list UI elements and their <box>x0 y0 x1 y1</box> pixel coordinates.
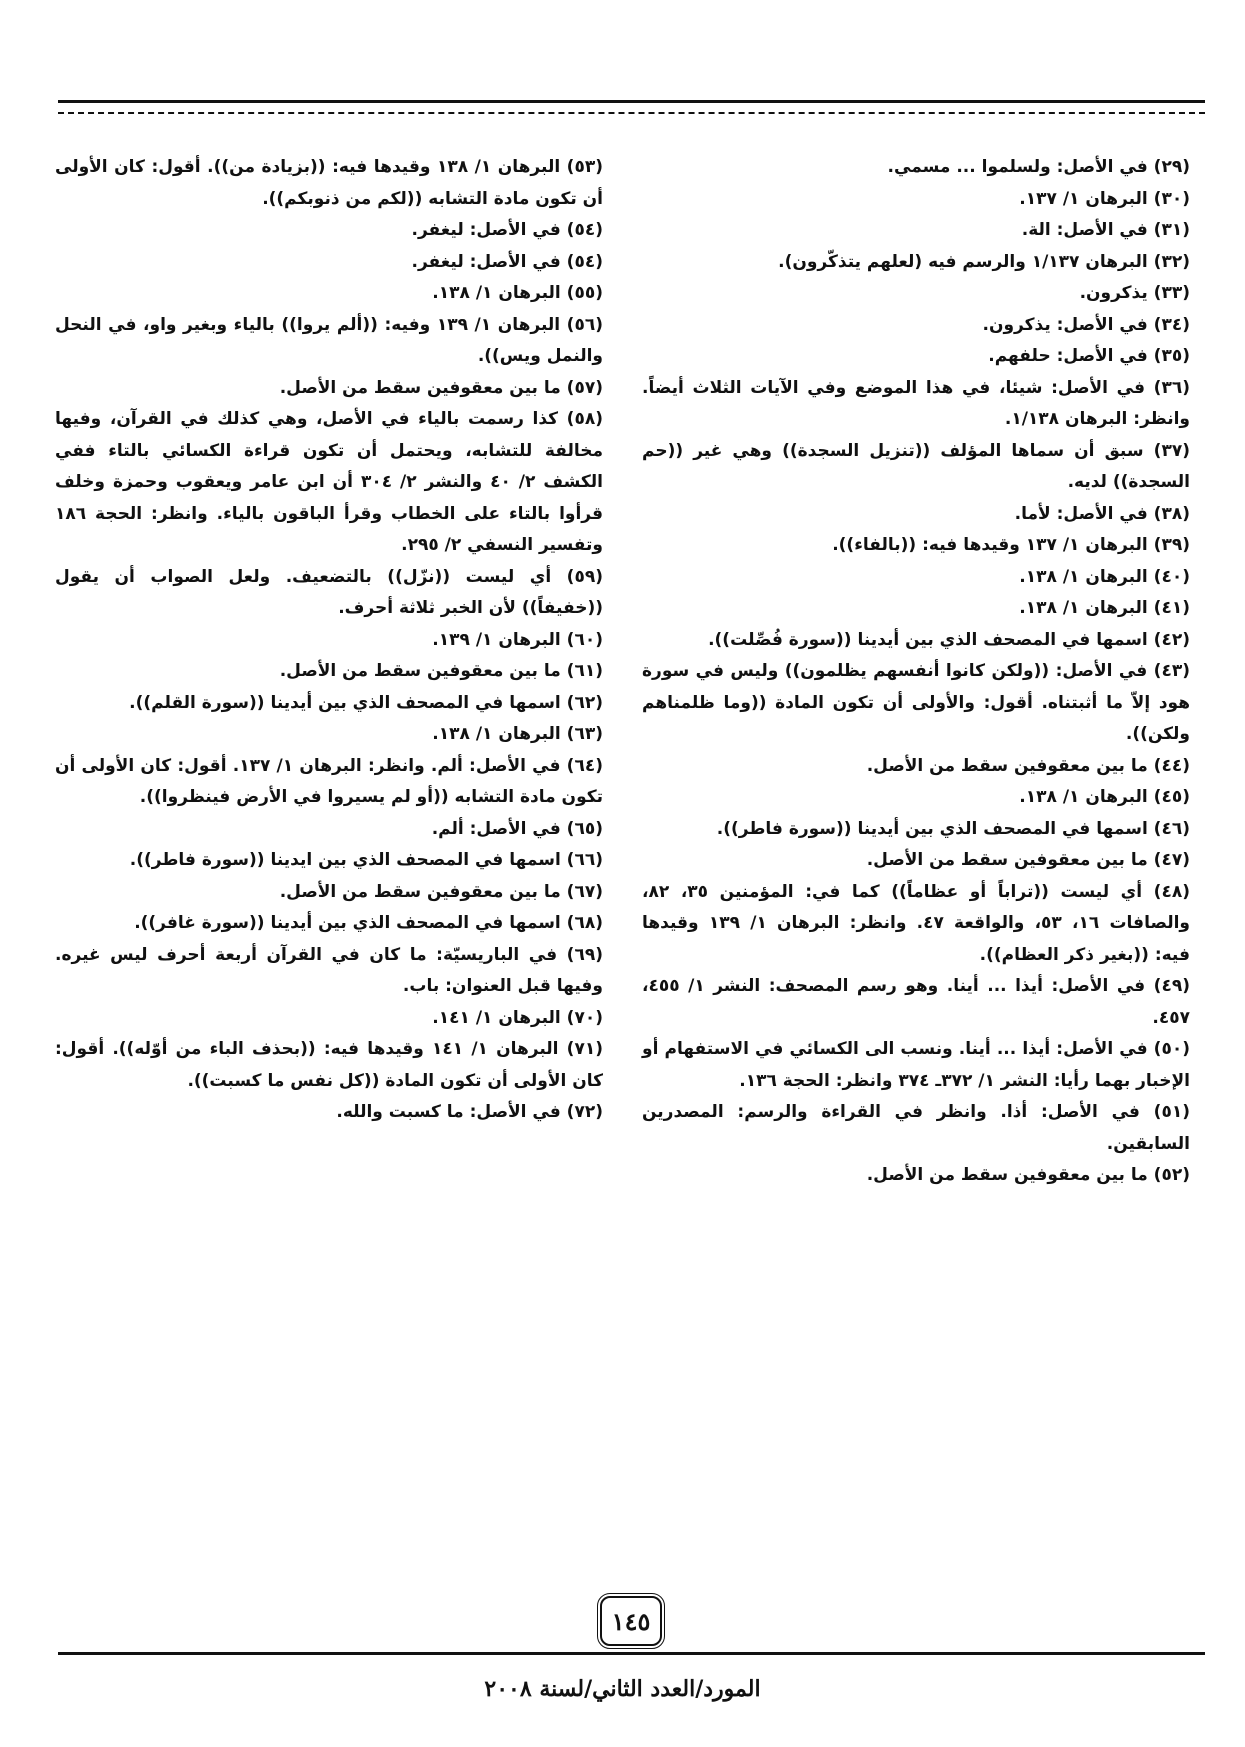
header-rule <box>58 100 1205 103</box>
footnote: (٦٣) البرهان ١/ ١٣٨. <box>432 724 603 744</box>
footnote: (٧١) البرهان ١/ ١٤١ وقيدها فيه: ((بحذف الباء من أوّله)). أقول: كان الأولى أن تكون المادة ((كل نفس ما كسبت)). <box>55 1039 603 1091</box>
footnote: (٤٦) اسمها في المصحف الذي بين أيدينا ((سورة فاطر)). <box>716 818 1190 839</box>
footnote: (٤٥) البرهان ١/ ١٣٨. <box>1019 787 1190 807</box>
left-column <box>55 152 603 1582</box>
footnote: (٦٧) ما بين معقوفين سقط من الأصل. <box>279 881 603 902</box>
footnote: (٦٩) في الباريسيّة: ما كان في القرآن أربعة أحرف ليس غيره. وفيها قبل العنوان: باب. <box>55 944 603 996</box>
footnote: (٤٩) في الأصل: أيذا ... أينا. وهو رسم المصحف: النشر ١/ ٤٥٥، ٤٥٧. <box>642 976 1190 1028</box>
footnote: (٦٢) اسمها في المصحف الذي بين أيدينا ((سورة القلم)). <box>129 692 603 713</box>
footnote: (٥٨) كذا رسمت بالياء في الأصل، وهي كذلك في القرآن، وفيها مخالفة للتشابه، ويحتمل أن تكون قراءة الكسائي بالتاء ففي الكشف ٢/ ٤٠ والنشر ٢/ ٣٠٤ أن ابن عامر ويعقوب وحمزة وخلف قرأوا بالتاء على الخطاب وقرأ الباقون بالياء. وانظر: الحجة ١٨٦ وتفسير النسفي ٢/ ٢٩٥. <box>55 409 603 555</box>
footnote: (٤٤) ما بين معقوفين سقط من الأصل. <box>866 755 1190 776</box>
footnote: (٣١) في الأصل: الة. <box>1021 220 1190 240</box>
footnote: (٢٩) في الأصل: ولسلموا ... مسمي. <box>887 157 1190 177</box>
footnote: (٦٤) في الأصل: ألم. وانظر: البرهان ١/ ١٣٧. أقول: كان الأولى أن تكون مادة التشابه ((أو لم يسيروا في الأرض فينظروا)). <box>55 755 603 807</box>
footer-rule <box>58 1652 1205 1655</box>
page-number: ١٤٥ <box>600 1596 662 1646</box>
footnote: (٣٧) سبق أن سماها المؤلف ((تنزيل السجدة)) وهي غير ((حم السجدة)) لديه. <box>642 440 1190 492</box>
footnote: (٣٣) يذكرون. <box>1079 283 1190 303</box>
footnote: (٤٠) البرهان ١/ ١٣٨. <box>1019 566 1190 587</box>
footnote: (٣٦) في الأصل: شيئا، في هذا الموضع وفي الآيات الثلاث أيضاً. وانظر: البرهان ١/١٣٨. <box>642 377 1190 429</box>
footnote: (٥١) في الأصل: أذا. وانظر في القراءة والرسم: المصدرين السابقين. <box>642 1102 1190 1154</box>
footnote: (٥٠) في الأصل: أيذا ... أينا. ونسب الى الكسائي في الاستفهام أو الإخبار بهما رأيا: النشر ١/ ٣٧٢ـ ٣٧٤ وانظر: الحجة ١٣٦. <box>642 1039 1190 1091</box>
footnote: (٦٨) اسمها في المصحف الذي بين أيدينا ((سورة غافر)). <box>134 913 603 933</box>
footnote: (٦١) ما بين معقوفين سقط من الأصل. <box>279 661 603 681</box>
footnote: (٤٣) في الأصل: ((ولكن كانوا أنفسهم يظلمون)) وليس في سورة هود إلاّ ما أثبتناه. أقول: والأولى أن تكون المادة ((وما ظلمناهم ولكن)). <box>642 661 1190 744</box>
footnote: (٤٢) اسمها في المصحف الذي بين أيدينا ((سورة فُصِّلت)). <box>708 629 1190 650</box>
footnote: (٥٤) في الأصل: ليغفر. <box>411 251 603 272</box>
footnote: (٧٠) البرهان ١/ ١٤١. <box>432 1007 603 1028</box>
footnote: (٥٤) في الأصل: ليغفر. <box>411 220 603 240</box>
footnote: (٤٧) ما بين معقوفين سقط من الأصل. <box>866 850 1190 870</box>
footnote: (٥٣) البرهان ١/ ١٣٨ وقيدها فيه: ((بزيادة من)). أقول: كان الأولى أن تكون مادة التشابه ((لكم من ذنوبكم)). <box>55 157 603 209</box>
journal-footer: المورد/العدد الثاني/لسنة ٢٠٠٨ <box>484 1676 761 1702</box>
footnote: (٤٨) أي ليست ((تراباً أو عظاماً)) كما في: المؤمنين ٣٥، ٨٢، والصافات ١٦، ٥٣، والواقعة ٤٧. وانظر: البرهان ١/ ١٣٩ وقيدها فيه: ((بغير ذكر العظام)). <box>642 881 1190 965</box>
footnote: (٣٤) في الأصل: يذكرون. <box>982 314 1190 335</box>
footnote: (٥٧) ما بين معقوفين سقط من الأصل. <box>279 377 603 398</box>
footnote: (٤١) البرهان ١/ ١٣٨. <box>1019 598 1190 618</box>
footnotes-body <box>55 152 1190 1582</box>
footnote: (٧٢) في الأصل: ما كسبت والله. <box>336 1102 603 1122</box>
footnote: (٥٢) ما بين معقوفين سقط من الأصل. <box>866 1165 1190 1185</box>
footnote: (٣٩) البرهان ١/ ١٣٧ وقيدها فيه: ((بالفاء)). <box>832 535 1190 555</box>
footnote: (٣٠) البرهان ١/ ١٣٧. <box>1019 188 1190 209</box>
footnote: (٣٥) في الأصل: حلفهم. <box>988 346 1190 366</box>
header-rule-dashed <box>58 112 1205 114</box>
right-column <box>642 152 1190 1582</box>
footnote: (٥٦) البرهان ١/ ١٣٩ وفيه: ((ألم يروا)) بالياء وبغير واو، في النحل والنمل ويس)). <box>55 314 603 366</box>
footnote: (٥٩) أي ليست ((نزّل)) بالتضعيف. ولعل الصواب أن يقول ((خفيفاً)) لأن الخبر ثلاثة أحرف. <box>55 566 603 618</box>
footnote: (٦٥) في الأصل: ألم. <box>431 818 603 839</box>
footnote: (٥٥) البرهان ١/ ١٣٨. <box>432 283 603 303</box>
footnote: (٦٦) اسمها في المصحف الذي بين ايدينا ((سورة فاطر)). <box>129 850 603 870</box>
footnote: (٣٨) في الأصل: لأما. <box>1014 503 1190 524</box>
footnote: (٣٢) البرهان ١/١٣٧ والرسم فيه (لعلهم يتذكّرون). <box>778 251 1190 272</box>
footnote: (٦٠) البرهان ١/ ١٣٩. <box>432 629 603 650</box>
